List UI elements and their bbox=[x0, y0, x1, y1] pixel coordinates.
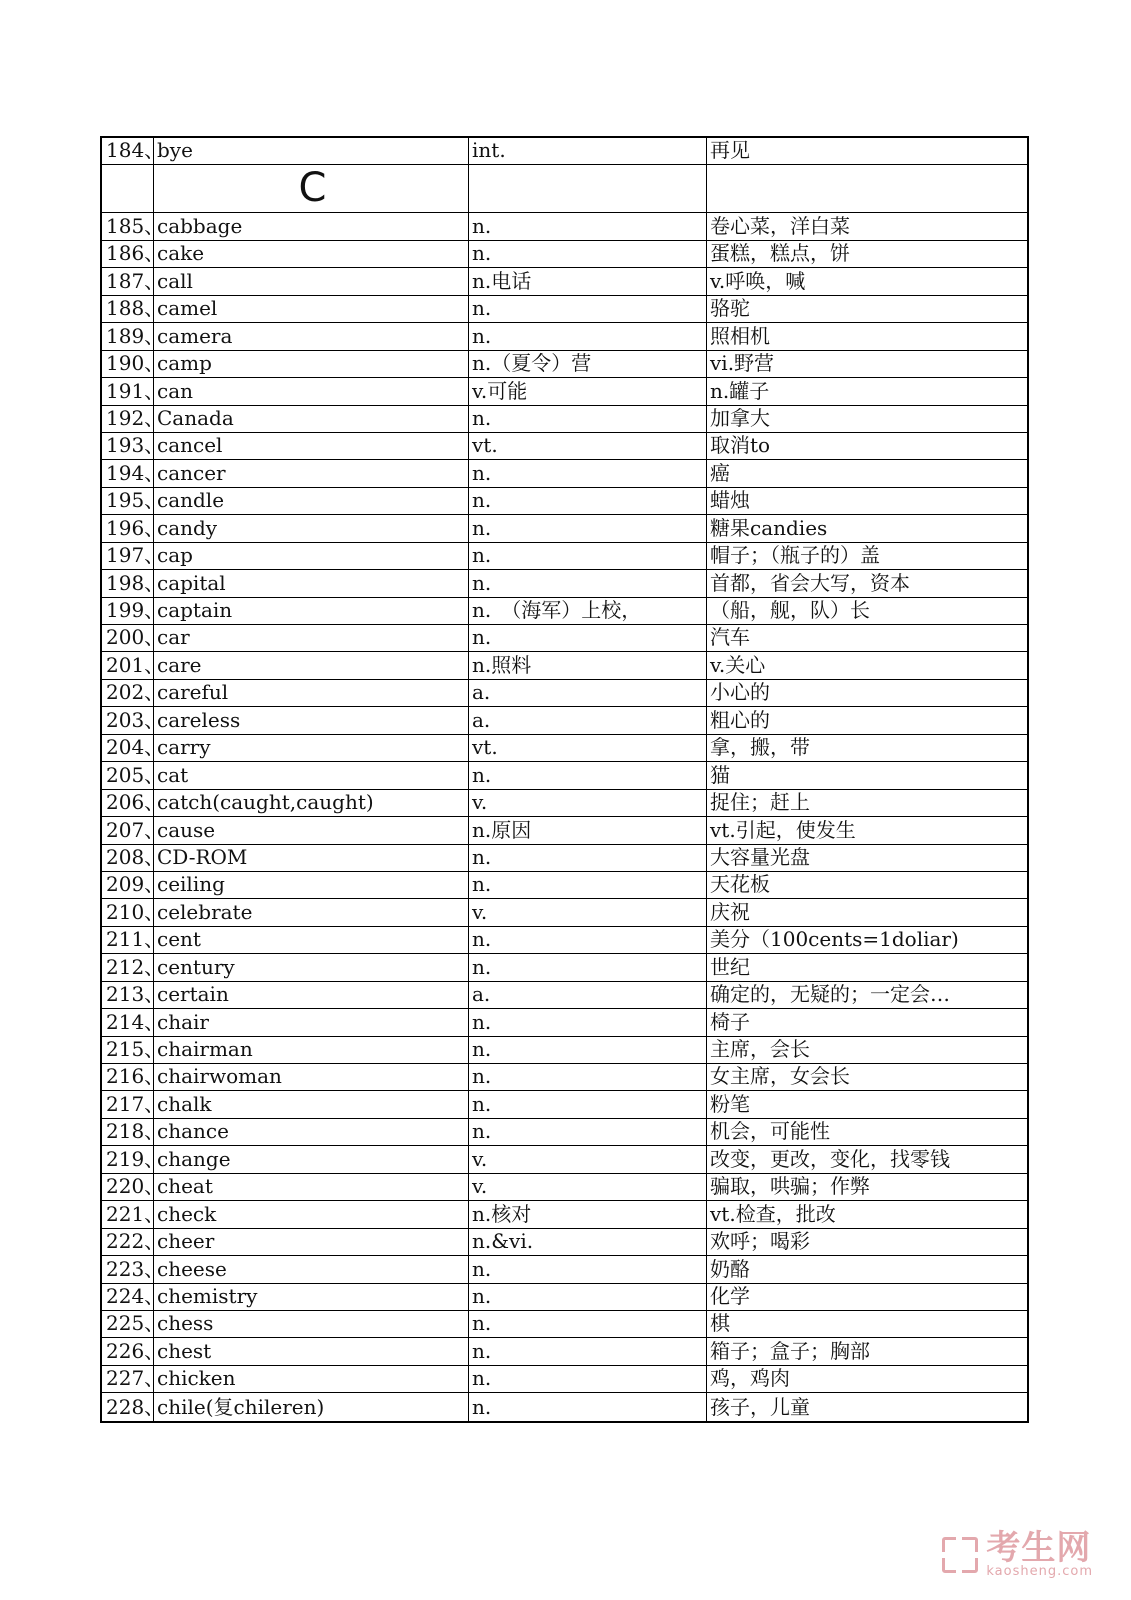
entry-word: cheer bbox=[154, 1229, 469, 1255]
entry-definition: 癌 bbox=[710, 460, 730, 485]
table-row bbox=[102, 707, 1027, 734]
table-row bbox=[102, 762, 1027, 789]
entry-word: call bbox=[154, 268, 469, 294]
entry-word: candy bbox=[154, 515, 469, 541]
entry-word: care bbox=[154, 652, 469, 678]
entry-part-of-speech: n. bbox=[469, 872, 707, 898]
entry-part-of-speech bbox=[469, 165, 707, 212]
entry-part-of-speech: n.（夏令）营 bbox=[469, 351, 707, 377]
entry-part-of-speech: n. bbox=[469, 460, 707, 486]
entry-part-of-speech: n. bbox=[469, 1091, 707, 1117]
table-row bbox=[102, 1338, 1027, 1365]
table-row bbox=[102, 735, 1027, 762]
watermark-name: 考生网 bbox=[986, 1528, 1092, 1568]
entry-number: 222、 bbox=[102, 1229, 154, 1255]
entry-word: chess bbox=[154, 1311, 469, 1337]
table-row bbox=[102, 598, 1027, 625]
entry-part-of-speech: vt. bbox=[469, 735, 707, 761]
watermark-text bbox=[986, 1528, 1093, 1579]
entry-number: 215、 bbox=[102, 1037, 154, 1063]
entry-part-of-speech: n. bbox=[469, 241, 707, 267]
entry-part-of-speech: n. bbox=[469, 1009, 707, 1035]
entry-word: cancer bbox=[154, 460, 469, 486]
vocabulary-table bbox=[100, 136, 1029, 1423]
entry-part-of-speech: n.照料 bbox=[469, 652, 707, 678]
table-row bbox=[102, 488, 1027, 515]
letter-header-row bbox=[102, 165, 1027, 213]
table-row bbox=[102, 268, 1027, 295]
entry-number: 185、 bbox=[102, 213, 154, 239]
entry-number: 189、 bbox=[102, 323, 154, 349]
table-row bbox=[102, 680, 1027, 707]
entry-definition: v.呼唤，喊 bbox=[710, 268, 806, 293]
entry-definition: vt.检查，批改 bbox=[710, 1201, 836, 1226]
table-row bbox=[102, 1229, 1027, 1256]
entry-part-of-speech: n. bbox=[469, 1284, 707, 1310]
entry-definition: 照相机 bbox=[710, 323, 770, 348]
entry-number: 184、 bbox=[102, 138, 154, 164]
table-row bbox=[102, 1256, 1027, 1283]
entry-number: 194、 bbox=[102, 460, 154, 486]
entry-word: cheat bbox=[154, 1174, 469, 1200]
entry-number: 227、 bbox=[102, 1366, 154, 1392]
entry-definition: vt.引起，使发生 bbox=[710, 817, 856, 842]
entry-definition: 蜡烛 bbox=[710, 488, 750, 513]
table-row bbox=[102, 1284, 1027, 1311]
entry-number: 191、 bbox=[102, 378, 154, 404]
section-letter: C bbox=[154, 165, 469, 212]
table-row bbox=[102, 515, 1027, 542]
entry-part-of-speech: n. bbox=[469, 625, 707, 651]
entry-part-of-speech: n.核对 bbox=[469, 1201, 707, 1227]
entry-word: ceiling bbox=[154, 872, 469, 898]
entry-number: 206、 bbox=[102, 790, 154, 816]
table-row bbox=[102, 1146, 1027, 1173]
table-row bbox=[102, 570, 1027, 597]
table-row bbox=[102, 1311, 1027, 1338]
entry-number: 212、 bbox=[102, 954, 154, 980]
entry-definition: v.关心 bbox=[710, 652, 766, 677]
entry-word: cheese bbox=[154, 1256, 469, 1282]
entry-part-of-speech: n. bbox=[469, 488, 707, 514]
entry-word: chance bbox=[154, 1119, 469, 1145]
entry-number: 226、 bbox=[102, 1338, 154, 1364]
entry-definition: 蛋糕，糕点，饼 bbox=[710, 241, 850, 266]
table-row bbox=[102, 927, 1027, 954]
entry-part-of-speech: n. bbox=[469, 1311, 707, 1337]
entry-word: century bbox=[154, 954, 469, 980]
table-row bbox=[102, 652, 1027, 679]
entry-part-of-speech: n. bbox=[469, 406, 707, 432]
entry-definition: 椅子 bbox=[710, 1009, 750, 1034]
table-row bbox=[102, 1009, 1027, 1036]
entry-definition: 主席，会长 bbox=[710, 1037, 810, 1061]
entry-word: candle bbox=[154, 488, 469, 514]
entry-word: captain bbox=[154, 598, 469, 624]
entry-number: 209、 bbox=[102, 872, 154, 898]
entry-number: 213、 bbox=[102, 982, 154, 1008]
entry-number: 203、 bbox=[102, 707, 154, 733]
entry-part-of-speech: vt. bbox=[469, 433, 707, 459]
entry-part-of-speech: n. bbox=[469, 845, 707, 871]
entry-definition: 首都，省会大写，资本 bbox=[710, 570, 910, 595]
entry-part-of-speech: n. bbox=[469, 515, 707, 541]
entry-definition: 棋 bbox=[710, 1311, 730, 1336]
table-row bbox=[102, 323, 1027, 350]
entry-number: 214、 bbox=[102, 1009, 154, 1035]
entry-number: 190、 bbox=[102, 351, 154, 377]
entry-word: chairman bbox=[154, 1037, 469, 1063]
entry-number: 187、 bbox=[102, 268, 154, 294]
entry-number: 186、 bbox=[102, 241, 154, 267]
table-row bbox=[102, 790, 1027, 817]
table-row bbox=[102, 872, 1027, 899]
entry-definition: 糖果candies bbox=[710, 515, 828, 540]
entry-word: capital bbox=[154, 570, 469, 596]
entry-definition: 鸡，鸡肉 bbox=[710, 1366, 790, 1391]
entry-part-of-speech: v. bbox=[469, 1174, 707, 1200]
entry-definition: 拿，搬，带 bbox=[710, 735, 810, 760]
entry-number: 223、 bbox=[102, 1256, 154, 1282]
watermark-url: kaosheng.com bbox=[986, 1564, 1093, 1579]
entry-definition: 加拿大 bbox=[710, 405, 770, 430]
entry-definition: 粗心的 bbox=[710, 707, 770, 732]
entry-definition: 骆驼 bbox=[710, 296, 750, 321]
entry-definition: 天花板 bbox=[710, 872, 770, 897]
entry-number: 216、 bbox=[102, 1064, 154, 1090]
table-row bbox=[102, 241, 1027, 268]
entry-definition: 大容量光盘 bbox=[710, 844, 810, 869]
entry-part-of-speech: n. bbox=[469, 1037, 707, 1063]
table-row bbox=[102, 1201, 1027, 1228]
entry-word: catch(caught,caught) bbox=[154, 790, 469, 816]
entry-definition: 帽子；（瓶子的）盖 bbox=[710, 543, 880, 568]
table-row bbox=[102, 460, 1027, 487]
entry-word: chicken bbox=[154, 1366, 469, 1392]
entry-definition: 世纪 bbox=[710, 954, 750, 979]
table-row bbox=[102, 899, 1027, 926]
entry-definition: vi.野营 bbox=[710, 351, 775, 376]
entry-part-of-speech: n. bbox=[469, 1064, 707, 1090]
entry-word: cap bbox=[154, 543, 469, 569]
entry-number: 188、 bbox=[102, 296, 154, 322]
entry-number: 228、 bbox=[102, 1393, 154, 1420]
entry-number: 200、 bbox=[102, 625, 154, 651]
entry-definition: 粉笔 bbox=[710, 1091, 750, 1116]
table-row bbox=[102, 1091, 1027, 1118]
entry-definition: 庆祝 bbox=[710, 899, 750, 924]
entry-word: Canada bbox=[154, 406, 469, 432]
entry-number: 193、 bbox=[102, 433, 154, 459]
entry-part-of-speech: n.&vi. bbox=[469, 1229, 707, 1255]
entry-definition: 奶酪 bbox=[710, 1256, 750, 1281]
watermark bbox=[942, 1528, 1093, 1579]
entry-word: cabbage bbox=[154, 213, 469, 239]
entry-word: certain bbox=[154, 982, 469, 1008]
entry-word: careless bbox=[154, 707, 469, 733]
entry-word: check bbox=[154, 1201, 469, 1227]
entry-part-of-speech: n. bbox=[469, 1119, 707, 1145]
table-row bbox=[102, 1037, 1027, 1064]
entry-part-of-speech: n. bbox=[469, 762, 707, 788]
table-row bbox=[102, 406, 1027, 433]
entry-definition: 小心的 bbox=[710, 680, 770, 705]
entry-number: 218、 bbox=[102, 1119, 154, 1145]
entry-number: 199、 bbox=[102, 598, 154, 624]
entry-word: chest bbox=[154, 1338, 469, 1364]
entry-part-of-speech: n. （海军）上校， bbox=[469, 598, 707, 624]
entry-word: CD-ROM bbox=[154, 845, 469, 871]
entry-number: 224、 bbox=[102, 1284, 154, 1310]
entry-definition: 取消to bbox=[710, 433, 771, 458]
table-row bbox=[102, 296, 1027, 323]
entry-number: 211、 bbox=[102, 927, 154, 953]
table-row bbox=[102, 817, 1027, 844]
entry-part-of-speech: a. bbox=[469, 680, 707, 706]
entry-definition: 再见 bbox=[710, 138, 750, 163]
entry-part-of-speech: n.电话 bbox=[469, 268, 707, 294]
entry-word: cat bbox=[154, 762, 469, 788]
entry-part-of-speech: n. bbox=[469, 1366, 707, 1392]
entry-part-of-speech: n. bbox=[469, 1393, 707, 1420]
entry-part-of-speech: n. bbox=[469, 1338, 707, 1364]
table-row bbox=[102, 1119, 1027, 1146]
entry-definition: （船，舰，队）长 bbox=[710, 598, 870, 622]
entry-number: 204、 bbox=[102, 735, 154, 761]
entry-definition: 骗取，哄骗；作弊 bbox=[710, 1174, 870, 1199]
entry-word: chalk bbox=[154, 1091, 469, 1117]
entry-number: 197、 bbox=[102, 543, 154, 569]
entry-part-of-speech: n. bbox=[469, 296, 707, 322]
entry-part-of-speech: int. bbox=[469, 138, 707, 164]
entry-definition: 女主席，女会长 bbox=[710, 1064, 850, 1089]
entry-definition: n.罐子 bbox=[710, 378, 770, 403]
table-row bbox=[102, 433, 1027, 460]
table-row bbox=[102, 1174, 1027, 1201]
entry-word: cake bbox=[154, 241, 469, 267]
entry-number: 225、 bbox=[102, 1311, 154, 1337]
entry-part-of-speech: n. bbox=[469, 954, 707, 980]
entry-word: cent bbox=[154, 927, 469, 953]
table-row bbox=[102, 845, 1027, 872]
kaosheng-logo-icon bbox=[942, 1537, 978, 1573]
entry-word: carry bbox=[154, 735, 469, 761]
entry-number: 195、 bbox=[102, 488, 154, 514]
entry-word: chemistry bbox=[154, 1284, 469, 1310]
entry-part-of-speech: v. bbox=[469, 899, 707, 925]
entry-definition: 欢呼；喝彩 bbox=[710, 1229, 810, 1254]
entry-number: 205、 bbox=[102, 762, 154, 788]
entry-part-of-speech: v.可能 bbox=[469, 378, 707, 404]
entry-number: 219、 bbox=[102, 1146, 154, 1172]
table-row bbox=[102, 543, 1027, 570]
entry-part-of-speech: n. bbox=[469, 1256, 707, 1282]
entry-word: camp bbox=[154, 351, 469, 377]
entry-definition: 化学 bbox=[710, 1283, 750, 1308]
entry-definition: 箱子；盒子；胸部 bbox=[710, 1338, 870, 1363]
entry-word: change bbox=[154, 1146, 469, 1172]
entry-part-of-speech: n. bbox=[469, 927, 707, 953]
entry-word: car bbox=[154, 625, 469, 651]
entry-part-of-speech: a. bbox=[469, 982, 707, 1008]
table-row bbox=[102, 1064, 1027, 1091]
entry-word: chile(复chileren) bbox=[154, 1393, 469, 1420]
entry-definition: 美分（100cents=1doliar) bbox=[710, 927, 959, 952]
entry-part-of-speech: n. bbox=[469, 323, 707, 349]
entry-part-of-speech: a. bbox=[469, 707, 707, 733]
entry-number: 217、 bbox=[102, 1091, 154, 1117]
entry-number: 202、 bbox=[102, 680, 154, 706]
entry-number: 220、 bbox=[102, 1174, 154, 1200]
entry-word: careful bbox=[154, 680, 469, 706]
entry-word: chairwoman bbox=[154, 1064, 469, 1090]
entry-word: chair bbox=[154, 1009, 469, 1035]
table-row bbox=[102, 351, 1027, 378]
entry-number: 201、 bbox=[102, 652, 154, 678]
table-row bbox=[102, 378, 1027, 405]
entry-part-of-speech: v. bbox=[469, 1146, 707, 1172]
entry-number: 198、 bbox=[102, 570, 154, 596]
entry-number: 210、 bbox=[102, 899, 154, 925]
entry-word: camel bbox=[154, 296, 469, 322]
entry-part-of-speech: n.原因 bbox=[469, 817, 707, 843]
table-row bbox=[102, 982, 1027, 1009]
table-row bbox=[102, 625, 1027, 652]
entry-number: 221、 bbox=[102, 1201, 154, 1227]
table-row bbox=[102, 954, 1027, 981]
table-row bbox=[102, 1366, 1027, 1393]
entry-number: 196、 bbox=[102, 515, 154, 541]
entry-definition: 确定的，无疑的；一定会… bbox=[710, 982, 950, 1007]
table-row bbox=[102, 138, 1027, 165]
entry-number: 192、 bbox=[102, 406, 154, 432]
entry-number bbox=[102, 165, 154, 212]
entry-part-of-speech: v. bbox=[469, 790, 707, 816]
entry-word: can bbox=[154, 378, 469, 404]
entry-definition: 汽车 bbox=[710, 625, 750, 650]
entry-part-of-speech: n. bbox=[469, 213, 707, 239]
entry-word: celebrate bbox=[154, 899, 469, 925]
entry-definition: 捉住；赶上 bbox=[710, 790, 810, 815]
entry-part-of-speech: n. bbox=[469, 570, 707, 596]
entry-word: camera bbox=[154, 323, 469, 349]
entry-definition: 机会，可能性 bbox=[710, 1119, 830, 1144]
entry-number: 207、 bbox=[102, 817, 154, 843]
entry-definition: 改变，更改，变化，找零钱 bbox=[710, 1146, 950, 1171]
entry-part-of-speech: n. bbox=[469, 543, 707, 569]
entry-word: bye bbox=[154, 138, 469, 164]
entry-word: cancel bbox=[154, 433, 469, 459]
entry-definition: 卷心菜，洋白菜 bbox=[710, 213, 850, 238]
entry-definition bbox=[707, 165, 1027, 212]
table-row bbox=[102, 213, 1027, 240]
entry-definition: 孩子，儿童 bbox=[710, 1394, 810, 1419]
entry-number: 208、 bbox=[102, 845, 154, 871]
entry-word: cause bbox=[154, 817, 469, 843]
table-row bbox=[102, 1393, 1027, 1420]
entry-definition: 猫 bbox=[710, 762, 730, 787]
